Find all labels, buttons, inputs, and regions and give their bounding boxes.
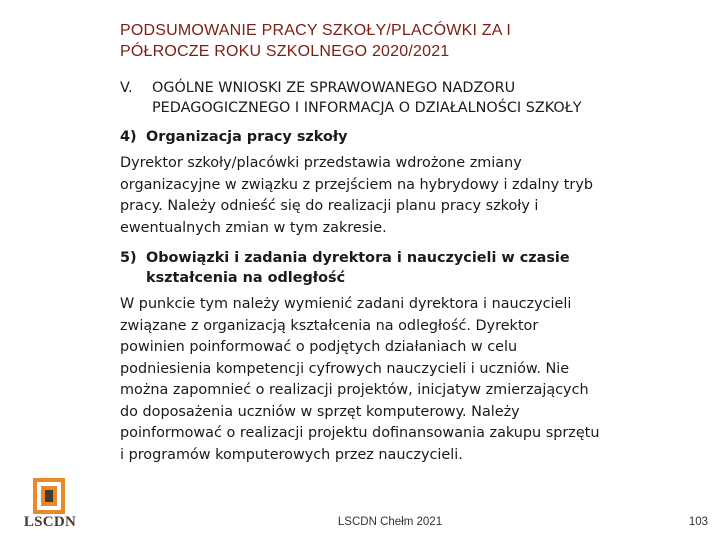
item-4-heading-line: Organizacja pracy szkoły: [146, 129, 348, 145]
item-5-body-line: można zapomnieć o realizacji projektów, inicjatyw zmierzających: [120, 382, 589, 398]
item-5-heading-line-1: Obowiązki i zadania dyrektora i nauczycieli w czasie: [146, 250, 570, 266]
item-5-body-line: do doposażenia uczniów w sprzęt komputerowy. Należy: [120, 403, 520, 420]
section-heading-line-2: PEDAGOGICZNEGO I INFORMACJA O DZIAŁALNOŚCI SZKOŁY: [152, 100, 582, 116]
item-5-heading-text: [146, 248, 570, 288]
lscdn-logo-text: LSCDN: [23, 514, 77, 530]
slide-title-line-1: PODSUMOWANIE PRACY SZKOŁY/PLACÓWKI ZA I: [120, 22, 511, 39]
item-4-body-line: pracy. Należy odnieść się do realizacji planu pracy szkoły i: [120, 198, 539, 214]
lscdn-logo: [10, 478, 90, 534]
item-4-body-line: organizacyjne w związku z przejściem na hybrydowy i zdalny tryb: [120, 176, 593, 193]
item-5-body-line: W punkcie tym należy wymienić zadani dyrektora i nauczycieli: [120, 296, 572, 312]
lscdn-logo-icon: [33, 478, 65, 514]
item-4-body: [120, 153, 710, 239]
section-number: V.: [120, 80, 133, 96]
item-4-number: 4): [120, 129, 137, 145]
item-5-body-line: poinformować o realizacji projektu dofinansowania zakupu sprzętu: [120, 425, 600, 441]
section-heading-text: [152, 78, 582, 118]
item-4-heading-text: [146, 127, 348, 147]
slide-title: [120, 20, 680, 62]
item-5-number: 5): [120, 250, 137, 266]
item-4-body-line: Dyrektor szkoły/placówki przedstawia wdrożone zmiany: [120, 155, 522, 171]
slide-title-line-2: PÓŁROCZE ROKU SZKOLNEGO 2020/2021: [120, 43, 450, 60]
item-5-body: [120, 294, 710, 466]
footer-text: LSCDN Chełm 2021: [337, 516, 443, 528]
item-4-body-line: ewentualnych zmian w tym zakresie.: [120, 219, 387, 236]
item-5-body-line: podniesienia kompetencji cyfrowych nauczycieli i uczniów. Nie: [120, 360, 570, 377]
page-number: 103: [688, 516, 708, 528]
item-5-body-line: związane z organizacją kształcenia na odległość. Dyrektor: [120, 317, 539, 334]
item-5-body-line: i programów komputerowych przez nauczycieli.: [120, 446, 463, 463]
item-5-body-line: powinien poinformować o podjętych działaniach w celu: [120, 339, 518, 355]
item-5-heading-line-2: kształcenia na odległość: [146, 270, 346, 286]
section-heading-line-1: OGÓLNE WNIOSKI ZE SPRAWOWANEGO NADZORU: [152, 80, 516, 96]
